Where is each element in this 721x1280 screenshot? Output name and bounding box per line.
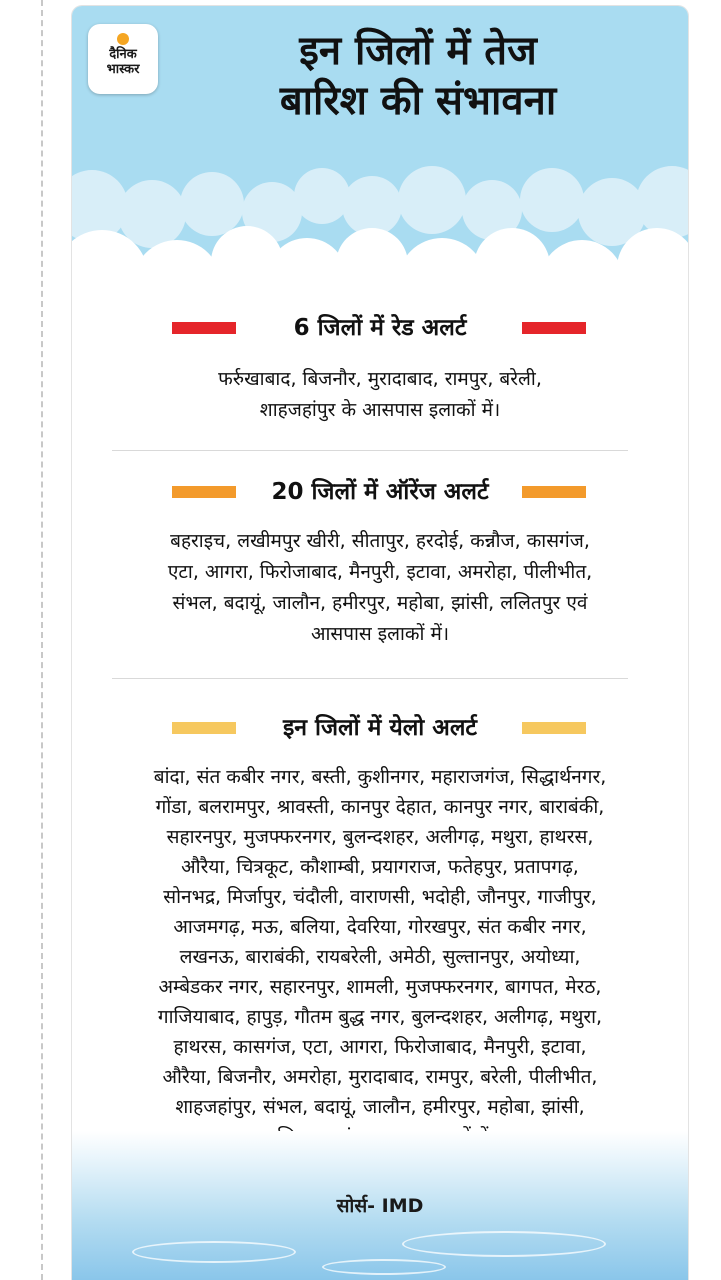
water-ripple bbox=[132, 1241, 296, 1263]
title-line2: बारिश की संभावना bbox=[279, 78, 557, 124]
text-line: संभल, बदायूं, जालौन, हमीरपुर, महोबा, झांसी, ललितपुर एवं bbox=[172, 592, 588, 614]
orange-bar-right bbox=[522, 486, 586, 498]
rain-clouds bbox=[72, 166, 688, 286]
text-line: गाजियाबाद, हापुड़, गौतम बुद्ध नगर, बुलन्दशहर, अलीगढ़, मथुरा, bbox=[157, 1006, 603, 1028]
page-edge-dashed-line bbox=[41, 0, 43, 1280]
red-bar-right bbox=[522, 322, 586, 334]
source-credit: सोर्स- IMD bbox=[336, 1195, 424, 1217]
text-line: अम्बेडकर नगर, सहारनपुर, शामली, मुजफ्फरनगर, बागपत, मेरठ, bbox=[158, 976, 602, 998]
orange-alert-title: 20 जिलों में ऑरेंज अलर्ट bbox=[271, 479, 489, 505]
section-divider bbox=[112, 450, 628, 451]
red-alert-title: 6 जिलों में रेड अलर्ट bbox=[293, 315, 467, 341]
text-line: गोंडा, बलरामपुर, श्रावस्ती, कानपुर देहात, कानपुर नगर, बाराबंकी, bbox=[155, 796, 605, 818]
orange-alert-districts bbox=[96, 526, 664, 650]
page-title bbox=[168, 26, 668, 126]
text-line: सोनभद्र, मिर्जापुर, चंदौली, वाराणसी, भदोही, जौनपुर, गाजीपुर, bbox=[163, 886, 597, 908]
logo-line2: भास्कर bbox=[106, 62, 140, 77]
title-line1: इन जिलों में तेज bbox=[299, 28, 537, 74]
logo-wordmark bbox=[88, 47, 158, 77]
orange-alert-heading bbox=[72, 472, 688, 512]
dainik-bhaskar-logo bbox=[88, 24, 158, 94]
water-ripple bbox=[322, 1259, 446, 1275]
text-line: सहारनपुर, मुजफ्फरनगर, बुलन्दशहर, अलीगढ़, मथुरा, हाथरस, bbox=[166, 826, 594, 848]
text-line: बहराइच, लखीमपुर खीरी, सीतापुर, हरदोई, कन्नौज, कासगंज, bbox=[170, 530, 590, 552]
text-line: आसपास इलाकों में। bbox=[310, 623, 450, 645]
text-line: औरैया, चित्रकूट, कौशाम्बी, प्रयागराज, फतेहपुर, प्रतापगढ़, bbox=[181, 856, 579, 878]
yellow-alert-title: इन जिलों में येलो अलर्ट bbox=[282, 715, 478, 741]
text-line: औरैया, बिजनौर, अमरोहा, मुरादाबाद, रामपुर, बरेली, पीलीभीत, bbox=[162, 1066, 598, 1088]
yellow-alert-heading bbox=[72, 708, 688, 748]
text-line: फर्रुखाबाद, बिजनौर, मुरादाबाद, रामपुर, बरेली, bbox=[218, 368, 542, 390]
red-alert-heading bbox=[72, 308, 688, 348]
section-divider bbox=[112, 678, 628, 679]
text-line: बांदा, संत कबीर नगर, बस्ती, कुशीनगर, महाराजगंज, सिद्धार्थनगर, bbox=[153, 766, 607, 788]
red-alert-districts bbox=[96, 364, 664, 426]
text-line: शाहजहांपुर, संभल, बदायूं, जालौन, हमीरपुर, महोबा, झांसी, bbox=[175, 1096, 585, 1118]
water-ripple bbox=[402, 1231, 606, 1257]
sun-icon bbox=[117, 33, 129, 45]
text-line: शाहजहांपुर के आसपास इलाकों में। bbox=[259, 399, 501, 421]
yellow-bar-right bbox=[522, 722, 586, 734]
yellow-alert-districts bbox=[96, 762, 664, 1152]
infographic-card bbox=[72, 6, 688, 1280]
logo-line1: दैनिक bbox=[109, 47, 137, 62]
text-line: लखनऊ, बाराबंकी, रायबरेली, अमेठी, सुल्तानपुर, अयोध्या, bbox=[179, 946, 581, 968]
text-line: आजमगढ़, मऊ, बलिया, देवरिया, गोरखपुर, संत कबीर नगर, bbox=[173, 916, 587, 938]
text-line: एटा, आगरा, फिरोजाबाद, मैनपुरी, इटावा, अमरोहा, पीलीभीत, bbox=[167, 561, 593, 583]
text-line: हाथरस, कासगंज, एटा, आगरा, फिरोजाबाद, मैनपुरी, इटावा, bbox=[173, 1036, 587, 1058]
